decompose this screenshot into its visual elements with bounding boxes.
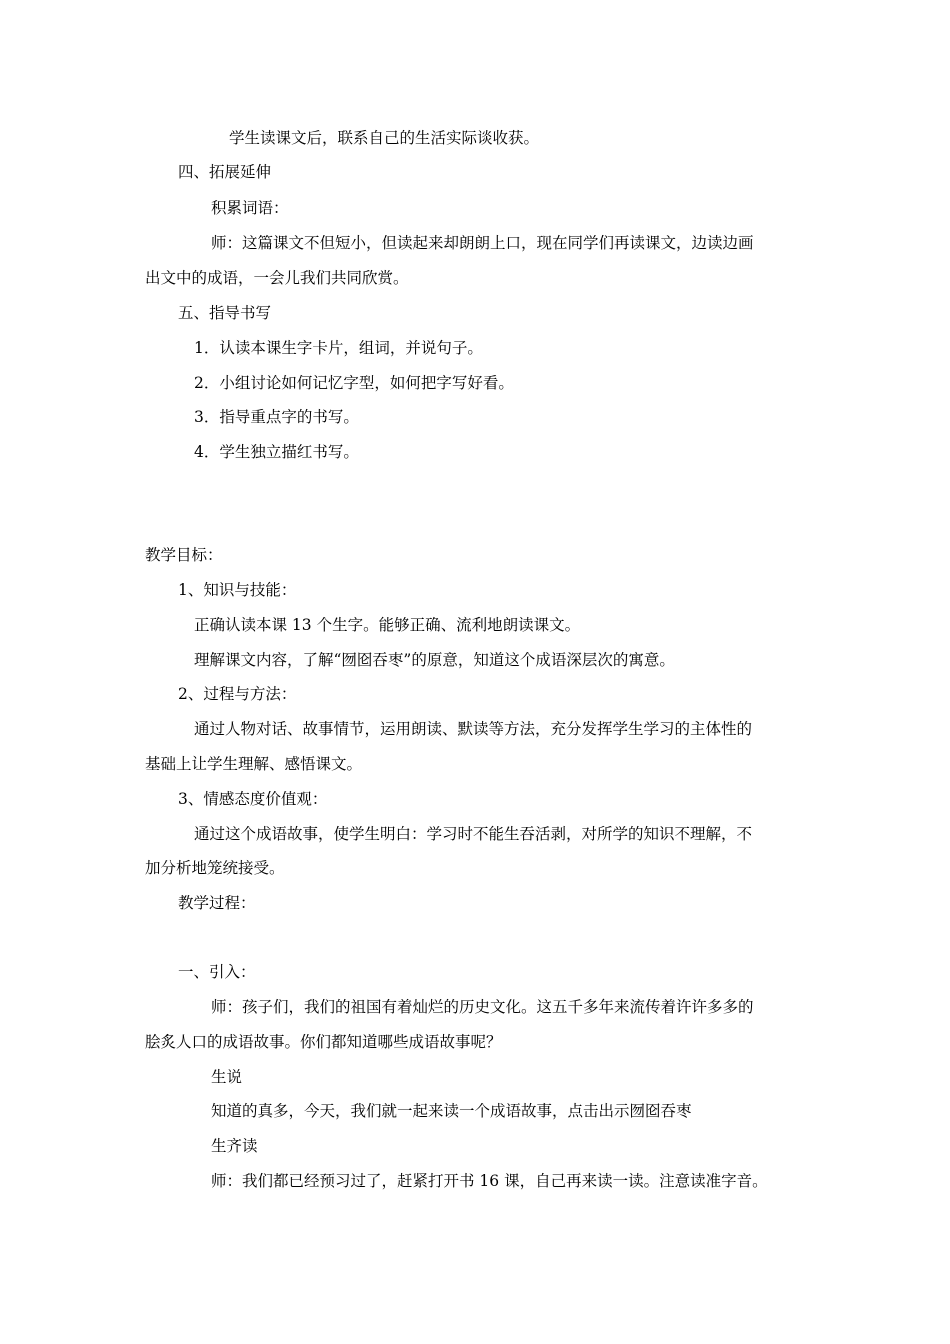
list-item: 4．学生独立描红书写。 bbox=[194, 443, 359, 461]
text-line: 生说 bbox=[211, 1068, 243, 1086]
subsection-heading: 1、知识与技能： bbox=[178, 581, 297, 599]
text-line: 加分析地笼统接受。 bbox=[145, 859, 285, 877]
text-line: 基础上让学生理解、感悟课文。 bbox=[145, 755, 363, 773]
text-line: 脍炙人口的成语故事。你们都知道哪些成语故事呢？ bbox=[145, 1033, 502, 1051]
section-heading: 四、拓展延伸 bbox=[178, 163, 272, 181]
text-line: 师：孩子们，我们的祖国有着灿烂的历史文化。这五千多年来流传着许许多多的 bbox=[211, 998, 754, 1016]
text-line: 理解课文内容，了解“囫囵吞枣”的原意，知道这个成语深层次的寓意。 bbox=[194, 651, 675, 669]
text-line: 出文中的成语，一会儿我们共同欣赏。 bbox=[145, 269, 409, 287]
subsection-heading: 2、过程与方法： bbox=[178, 685, 297, 703]
text-line: 通过这个成语故事，使学生明白：学习时不能生吞活剥，对所学的知识不理解，不 bbox=[194, 825, 753, 843]
text-line: 师：我们都已经预习过了，赶紧打开书 16 课，自己再来读一读。注意读准字音。 bbox=[211, 1172, 768, 1190]
section-heading: 一、引入： bbox=[178, 963, 256, 981]
text-line: 正确认读本课 13 个生字。能够正确、流利地朗读课文。 bbox=[194, 616, 581, 634]
subsection-heading: 3、情感态度价值观： bbox=[178, 790, 328, 808]
text-line: 生齐读 bbox=[211, 1137, 258, 1155]
list-item: 2．小组讨论如何记忆字型，如何把字写好看。 bbox=[194, 374, 514, 392]
list-item: 1．认读本课生字卡片，组词，并说句子。 bbox=[194, 339, 483, 357]
section-heading: 教学过程： bbox=[178, 894, 256, 912]
text-line: 积累词语： bbox=[211, 199, 289, 217]
text-line: 通过人物对话、故事情节，运用朗读、默读等方法，充分发挥学生学习的主体性的 bbox=[194, 720, 753, 738]
text-line: 师：这篇课文不但短小，但读起来却朗朗上口，现在同学们再读课文，边读边画 bbox=[211, 234, 754, 252]
section-heading: 教学目标： bbox=[145, 546, 223, 564]
section-heading: 五、指导书写 bbox=[178, 304, 272, 322]
list-item: 3．指导重点字的书写。 bbox=[194, 408, 359, 426]
text-line: 学生读课文后，联系自己的生活实际谈收获。 bbox=[229, 129, 540, 147]
text-line: 知道的真多，今天，我们就一起来读一个成语故事，点击出示囫囵吞枣 bbox=[211, 1102, 692, 1120]
